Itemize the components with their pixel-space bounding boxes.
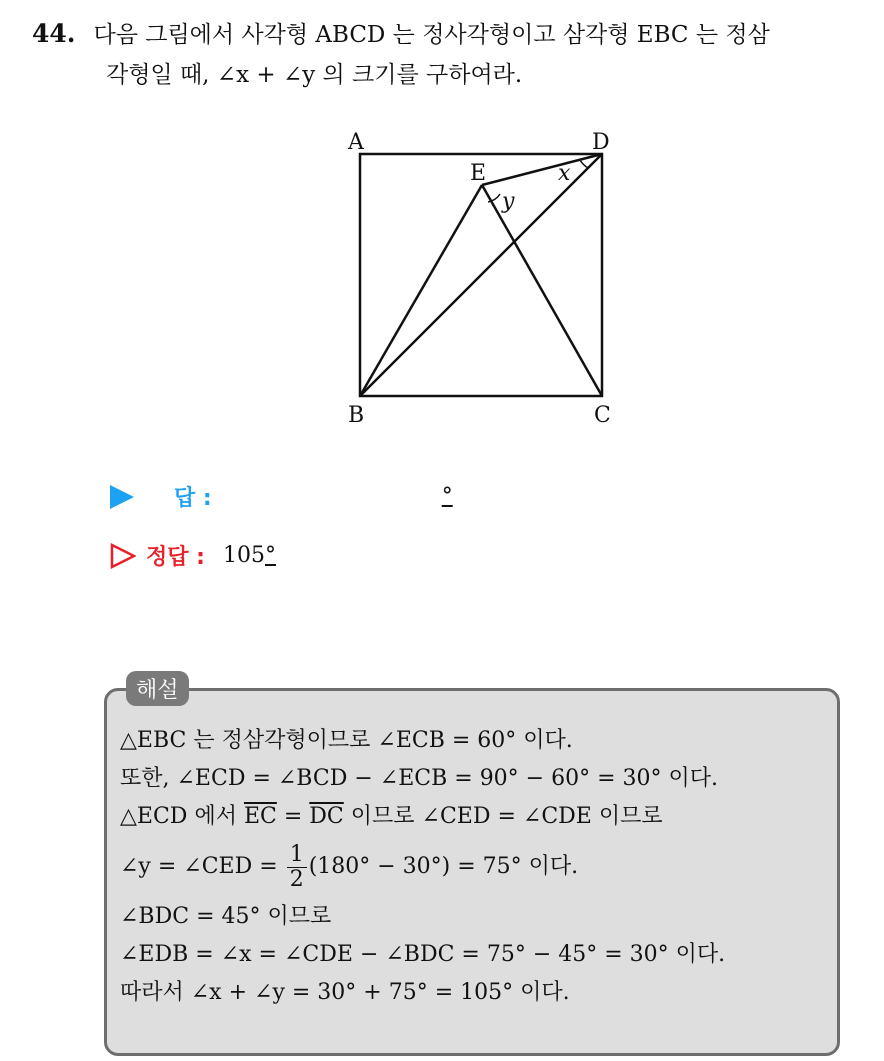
segment-dc-overline: $\overline{DC}$: [309, 804, 344, 829]
question: [32, 14, 862, 95]
answer-row: [110, 481, 453, 512]
solution-line-4: [120, 836, 830, 898]
solution-line-5: ∠BDC = 45° 이므로: [120, 904, 332, 929]
play-icon: [110, 485, 134, 509]
solution-text: [120, 722, 830, 1012]
solution-tag: 해설: [126, 671, 189, 706]
label-a: A: [348, 130, 364, 155]
solution-line-3: [120, 798, 830, 836]
label-d: D: [592, 130, 610, 155]
solution-line-4-start: ∠y = ∠CED =: [120, 854, 278, 879]
label-e: E: [470, 161, 487, 186]
fraction-denominator: 2: [289, 866, 304, 892]
correct-answer-label: 정답 :: [146, 545, 205, 570]
solution-line-3-rest: 이므로 ∠CED = ∠CDE 이므로: [343, 804, 663, 829]
segment-bd: [360, 154, 602, 396]
solution-line-6: ∠EDB = ∠x = ∠CDE − ∠BDC = 75° − 45° = 30° 이다.: [120, 942, 726, 967]
solution-line-4-rest: (180° − 30°) = 75° 이다.: [308, 854, 579, 879]
answer-unit: °: [441, 484, 453, 509]
segment-ec-overline: $\overline{EC}$: [243, 804, 277, 829]
fraction: [287, 843, 307, 892]
solution-line-3-eq: =: [276, 804, 310, 829]
angle-x-arc: [580, 160, 588, 168]
question-line1: [32, 14, 862, 55]
fraction-numerator: 1: [287, 843, 307, 868]
correct-answer-value: 105: [222, 543, 265, 568]
label-b: B: [348, 403, 365, 428]
question-number: 44.: [32, 19, 76, 48]
label-c: C: [594, 403, 611, 428]
geometry-figure: [330, 118, 630, 438]
question-text-line1: 다음 그림에서 사각형 ABCD 는 정사각형이고 삼각형 EBC 는 정삼: [93, 22, 770, 48]
solution-line-7: 따라서 ∠x + ∠y = 30° + 75° = 105° 이다.: [120, 980, 570, 1005]
answer-label: 답 :: [174, 486, 212, 511]
segment-eb: [360, 185, 482, 396]
label-x: x: [558, 161, 571, 186]
solution-line-1: △EBC 는 정삼각형이므로 ∠ECB = 60° 이다.: [120, 728, 573, 753]
play-outline-icon: [110, 543, 136, 569]
correct-answer-row: [110, 540, 276, 571]
label-y: y: [502, 189, 515, 214]
segment-ed: [482, 154, 602, 185]
question-text-line2: 각형일 때, ∠x + ∠y 의 크기를 구하여라.: [106, 62, 523, 88]
solution-line-3-start: △ECD 에서: [120, 804, 237, 829]
correct-answer-unit: °: [264, 543, 276, 568]
solution-line-2: 또한, ∠ECD = ∠BCD − ∠ECB = 90° − 60° = 30° 이다.: [120, 766, 719, 791]
segment-ec: [482, 185, 602, 396]
